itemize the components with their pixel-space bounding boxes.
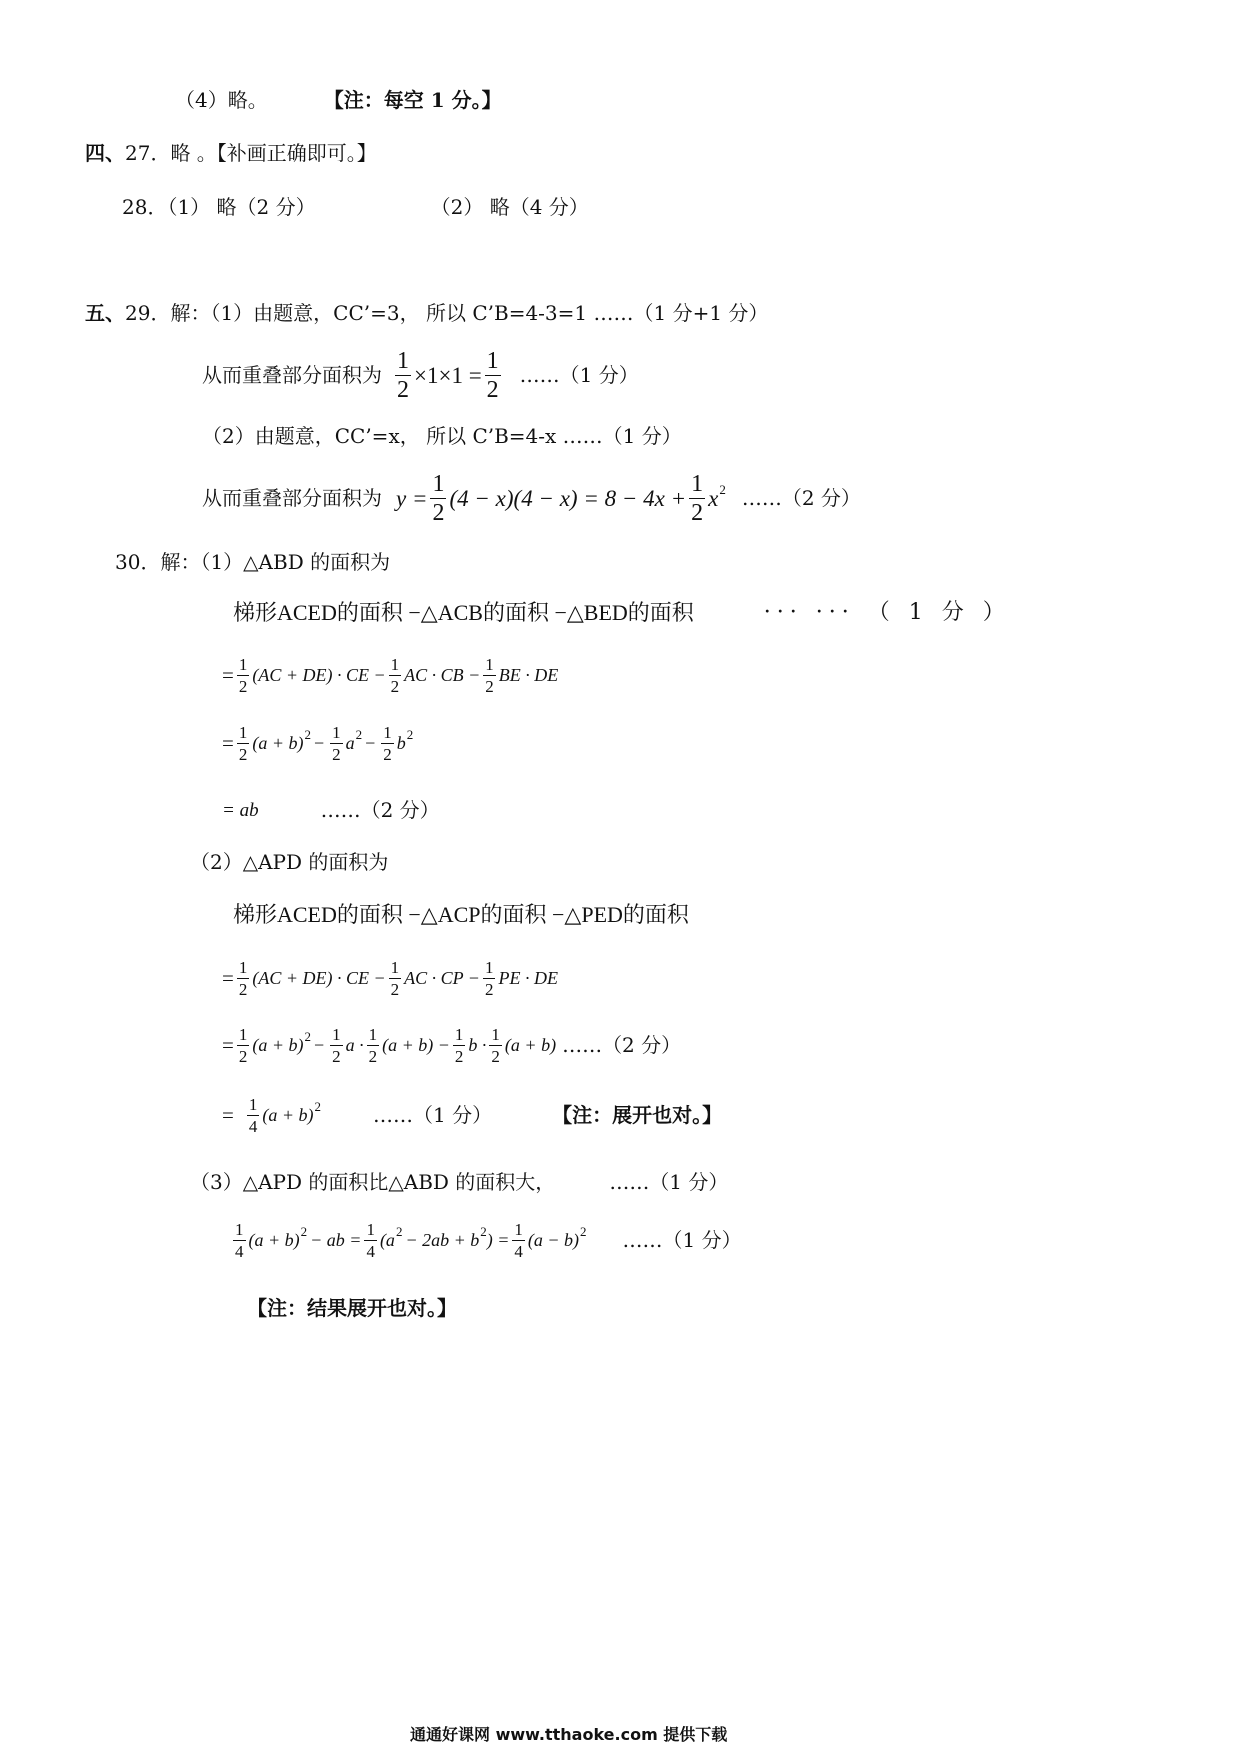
score-text: ……（1 分） bbox=[519, 363, 639, 387]
expression: (4 − x)(4 − x) = 8 − 4x + bbox=[449, 485, 687, 511]
numerator: 1 bbox=[432, 470, 445, 497]
page-footer bbox=[410, 1727, 727, 1743]
fraction bbox=[237, 724, 250, 763]
exponent: 2 bbox=[406, 726, 414, 742]
label-text: 从而重叠部分面积为 bbox=[202, 363, 382, 387]
numerator: 1 bbox=[390, 957, 400, 977]
variable: x bbox=[708, 485, 719, 511]
denominator: 2 bbox=[238, 979, 248, 999]
fraction bbox=[364, 1221, 377, 1260]
expression: (a + b) bbox=[252, 733, 304, 753]
formula-text: 梯形ACED的面积 −△ACB的面积 −△BED的面积 bbox=[233, 600, 694, 625]
expression: (a + b) − bbox=[382, 1035, 450, 1055]
score-text: ……（1 分） bbox=[372, 1103, 493, 1127]
denominator: 2 bbox=[432, 499, 445, 526]
numerator: 1 bbox=[454, 1024, 464, 1044]
fraction bbox=[237, 959, 250, 998]
numerator: 1 bbox=[248, 1094, 258, 1114]
exponent: 2 bbox=[300, 1223, 308, 1239]
denominator: 2 bbox=[486, 376, 499, 403]
expression: a · bbox=[345, 1035, 364, 1055]
denominator: 4 bbox=[514, 1241, 523, 1261]
q30-line5 bbox=[222, 800, 440, 820]
equals-sign: = bbox=[222, 1102, 234, 1127]
minus-sign: − bbox=[365, 733, 376, 753]
section-4-q27 bbox=[85, 143, 377, 163]
denominator: 2 bbox=[238, 676, 248, 696]
denominator: 2 bbox=[390, 979, 400, 999]
denominator: 2 bbox=[691, 499, 704, 526]
answer-part-1: 28．（1） 略（2 分） bbox=[122, 195, 316, 219]
exponent: 2 bbox=[719, 481, 726, 497]
denominator: 2 bbox=[454, 1046, 464, 1066]
q29-line2 bbox=[202, 348, 639, 402]
numerator: 1 bbox=[491, 1024, 500, 1044]
q29-line4 bbox=[202, 470, 861, 526]
exponent: 2 bbox=[580, 1223, 587, 1239]
answer-part-2: （2） 略（4 分） bbox=[430, 195, 589, 219]
answer-text: （3）△APD 的面积比△ABD 的面积大， bbox=[190, 1170, 556, 1194]
q30-note bbox=[247, 1298, 457, 1318]
fraction bbox=[233, 1221, 246, 1260]
answer-text: 30．解：（1）△ABD 的面积为 bbox=[115, 550, 391, 574]
expression: (a + b) bbox=[252, 1035, 304, 1055]
expression: ) = bbox=[486, 1230, 510, 1250]
denominator: 2 bbox=[491, 1046, 500, 1066]
formula-text: 梯形ACED的面积 −△ACP的面积 −△PED的面积 bbox=[233, 902, 689, 927]
q30-line12 bbox=[230, 1215, 742, 1265]
fraction bbox=[689, 472, 705, 525]
numerator: 1 bbox=[368, 1024, 378, 1044]
numerator: 1 bbox=[484, 957, 494, 977]
expression: − 2ab + b bbox=[405, 1230, 480, 1250]
q30-line8 bbox=[222, 953, 558, 1003]
minus-sign: − bbox=[313, 733, 325, 753]
score-text: ……（2 分） bbox=[562, 1033, 682, 1057]
expression: (a − b) bbox=[527, 1230, 580, 1250]
answer-text: 27．略 。【补画正确即可。】 bbox=[125, 141, 377, 165]
fraction bbox=[389, 656, 402, 695]
expression: ×1×1 = bbox=[414, 362, 482, 388]
expression: AC · CB − bbox=[404, 665, 481, 685]
expression: AC · CP − bbox=[404, 968, 480, 988]
score-text: ……（2 分） bbox=[741, 486, 861, 510]
numerator: 1 bbox=[238, 957, 248, 977]
q30-line10 bbox=[222, 1090, 722, 1140]
equals-sign: = bbox=[222, 1032, 234, 1057]
footer-text: 通通好课网 www.tthaoke.com 提供下载 bbox=[410, 1725, 728, 1744]
expression: (a + b) bbox=[262, 1105, 314, 1125]
q30-line11 bbox=[190, 1172, 728, 1192]
q30-line1 bbox=[115, 552, 390, 572]
fraction bbox=[430, 472, 446, 525]
expression: (AC + DE) · CE − bbox=[252, 665, 386, 685]
section-4-q28 bbox=[122, 197, 589, 217]
numerator: 1 bbox=[691, 470, 704, 497]
variable: a bbox=[345, 733, 355, 753]
denominator: 2 bbox=[238, 1046, 248, 1066]
q30-line2 bbox=[233, 602, 1011, 624]
expression: (AC + DE) · CE − bbox=[252, 968, 386, 988]
denominator: 4 bbox=[366, 1241, 375, 1261]
section-number: 四、 bbox=[85, 141, 125, 165]
exponent: 2 bbox=[355, 726, 363, 742]
numerator: 1 bbox=[486, 347, 499, 374]
answer-26-4 bbox=[175, 90, 502, 110]
numerator: 1 bbox=[238, 654, 248, 674]
expression: b · bbox=[468, 1035, 487, 1055]
exponent: 2 bbox=[304, 1028, 311, 1044]
numerator: 1 bbox=[332, 1024, 341, 1044]
denominator: 2 bbox=[383, 744, 392, 764]
answer-text: （4）略。 bbox=[175, 88, 268, 112]
denominator: 2 bbox=[332, 744, 341, 764]
score-note: 【注：结果展开也对。】 bbox=[247, 1296, 457, 1320]
q30-line9 bbox=[222, 1020, 681, 1070]
denominator: 2 bbox=[484, 979, 494, 999]
denominator: 4 bbox=[235, 1241, 244, 1261]
numerator: 1 bbox=[383, 722, 392, 742]
score-text: ··· ··· （ 1 分 ） bbox=[763, 600, 1011, 625]
q29-line3 bbox=[202, 426, 682, 446]
denominator: 2 bbox=[390, 676, 400, 696]
denominator: 2 bbox=[368, 1046, 378, 1066]
equals-sign: = bbox=[222, 730, 234, 755]
numerator: 1 bbox=[485, 654, 494, 674]
denominator: 2 bbox=[485, 676, 494, 696]
score-note: 【注：每空 1 分。】 bbox=[323, 88, 502, 112]
numerator: 1 bbox=[397, 347, 409, 374]
denominator: 2 bbox=[397, 376, 409, 403]
fraction bbox=[237, 1026, 250, 1065]
q30-line7 bbox=[233, 904, 689, 926]
numerator: 1 bbox=[514, 1219, 523, 1239]
fraction bbox=[485, 349, 501, 402]
fraction bbox=[330, 1026, 343, 1065]
fraction bbox=[512, 1221, 525, 1260]
expression: y = bbox=[396, 485, 428, 511]
section-5-q29-line1 bbox=[85, 303, 768, 323]
expression: PE · DE bbox=[498, 968, 558, 988]
numerator: 1 bbox=[235, 1219, 244, 1239]
fraction bbox=[389, 959, 402, 998]
numerator: 1 bbox=[238, 1024, 248, 1044]
answer-text: （2）由题意，CC’=x， 所以 C’B=4-x ……（1 分） bbox=[202, 424, 682, 448]
fraction bbox=[247, 1096, 260, 1135]
numerator: 1 bbox=[332, 722, 341, 742]
score-note: 【注：展开也对。】 bbox=[552, 1103, 723, 1127]
fraction bbox=[367, 1026, 380, 1065]
score-text: ……（1 分） bbox=[609, 1170, 729, 1194]
expression: = ab bbox=[222, 799, 259, 821]
fraction bbox=[483, 959, 496, 998]
fraction bbox=[483, 656, 496, 695]
fraction bbox=[453, 1026, 466, 1065]
expression: − ab = bbox=[310, 1230, 362, 1250]
expression: (a + b) bbox=[248, 1230, 300, 1250]
equals-sign: = bbox=[222, 662, 234, 687]
fraction bbox=[489, 1026, 502, 1065]
fraction bbox=[330, 724, 343, 763]
answer-text: （2）△APD 的面积为 bbox=[190, 850, 389, 874]
answer-text: 29．解：（1）由题意，CC’=3， 所以 C’B=4-3=1 ……（1 分+1 分） bbox=[125, 301, 769, 325]
expression: (a + b) bbox=[504, 1035, 557, 1055]
minus-sign: − bbox=[313, 1035, 325, 1055]
label-text: 从而重叠部分面积为 bbox=[202, 486, 382, 510]
variable: b bbox=[396, 733, 406, 753]
section-number: 五、 bbox=[85, 301, 125, 325]
numerator: 1 bbox=[238, 722, 248, 742]
expression: (a bbox=[379, 1230, 395, 1250]
fraction bbox=[395, 349, 411, 402]
fraction bbox=[237, 656, 250, 695]
score-text: ……（2 分） bbox=[320, 798, 440, 822]
equals-sign: = bbox=[222, 965, 234, 990]
exponent: 2 bbox=[395, 1223, 403, 1239]
denominator: 2 bbox=[238, 744, 248, 764]
denominator: 4 bbox=[248, 1116, 258, 1136]
exponent: 2 bbox=[304, 726, 311, 742]
expression: BE · DE bbox=[498, 665, 559, 685]
score-text: ……（1 分） bbox=[622, 1228, 742, 1252]
numerator: 1 bbox=[366, 1219, 375, 1239]
numerator: 1 bbox=[390, 654, 400, 674]
fraction bbox=[381, 724, 394, 763]
q30-line6 bbox=[190, 852, 388, 872]
denominator: 2 bbox=[332, 1046, 341, 1066]
exponent: 2 bbox=[314, 1098, 321, 1114]
exponent: 2 bbox=[480, 1223, 487, 1239]
q30-line4 bbox=[222, 718, 413, 768]
q30-line3 bbox=[222, 650, 558, 700]
